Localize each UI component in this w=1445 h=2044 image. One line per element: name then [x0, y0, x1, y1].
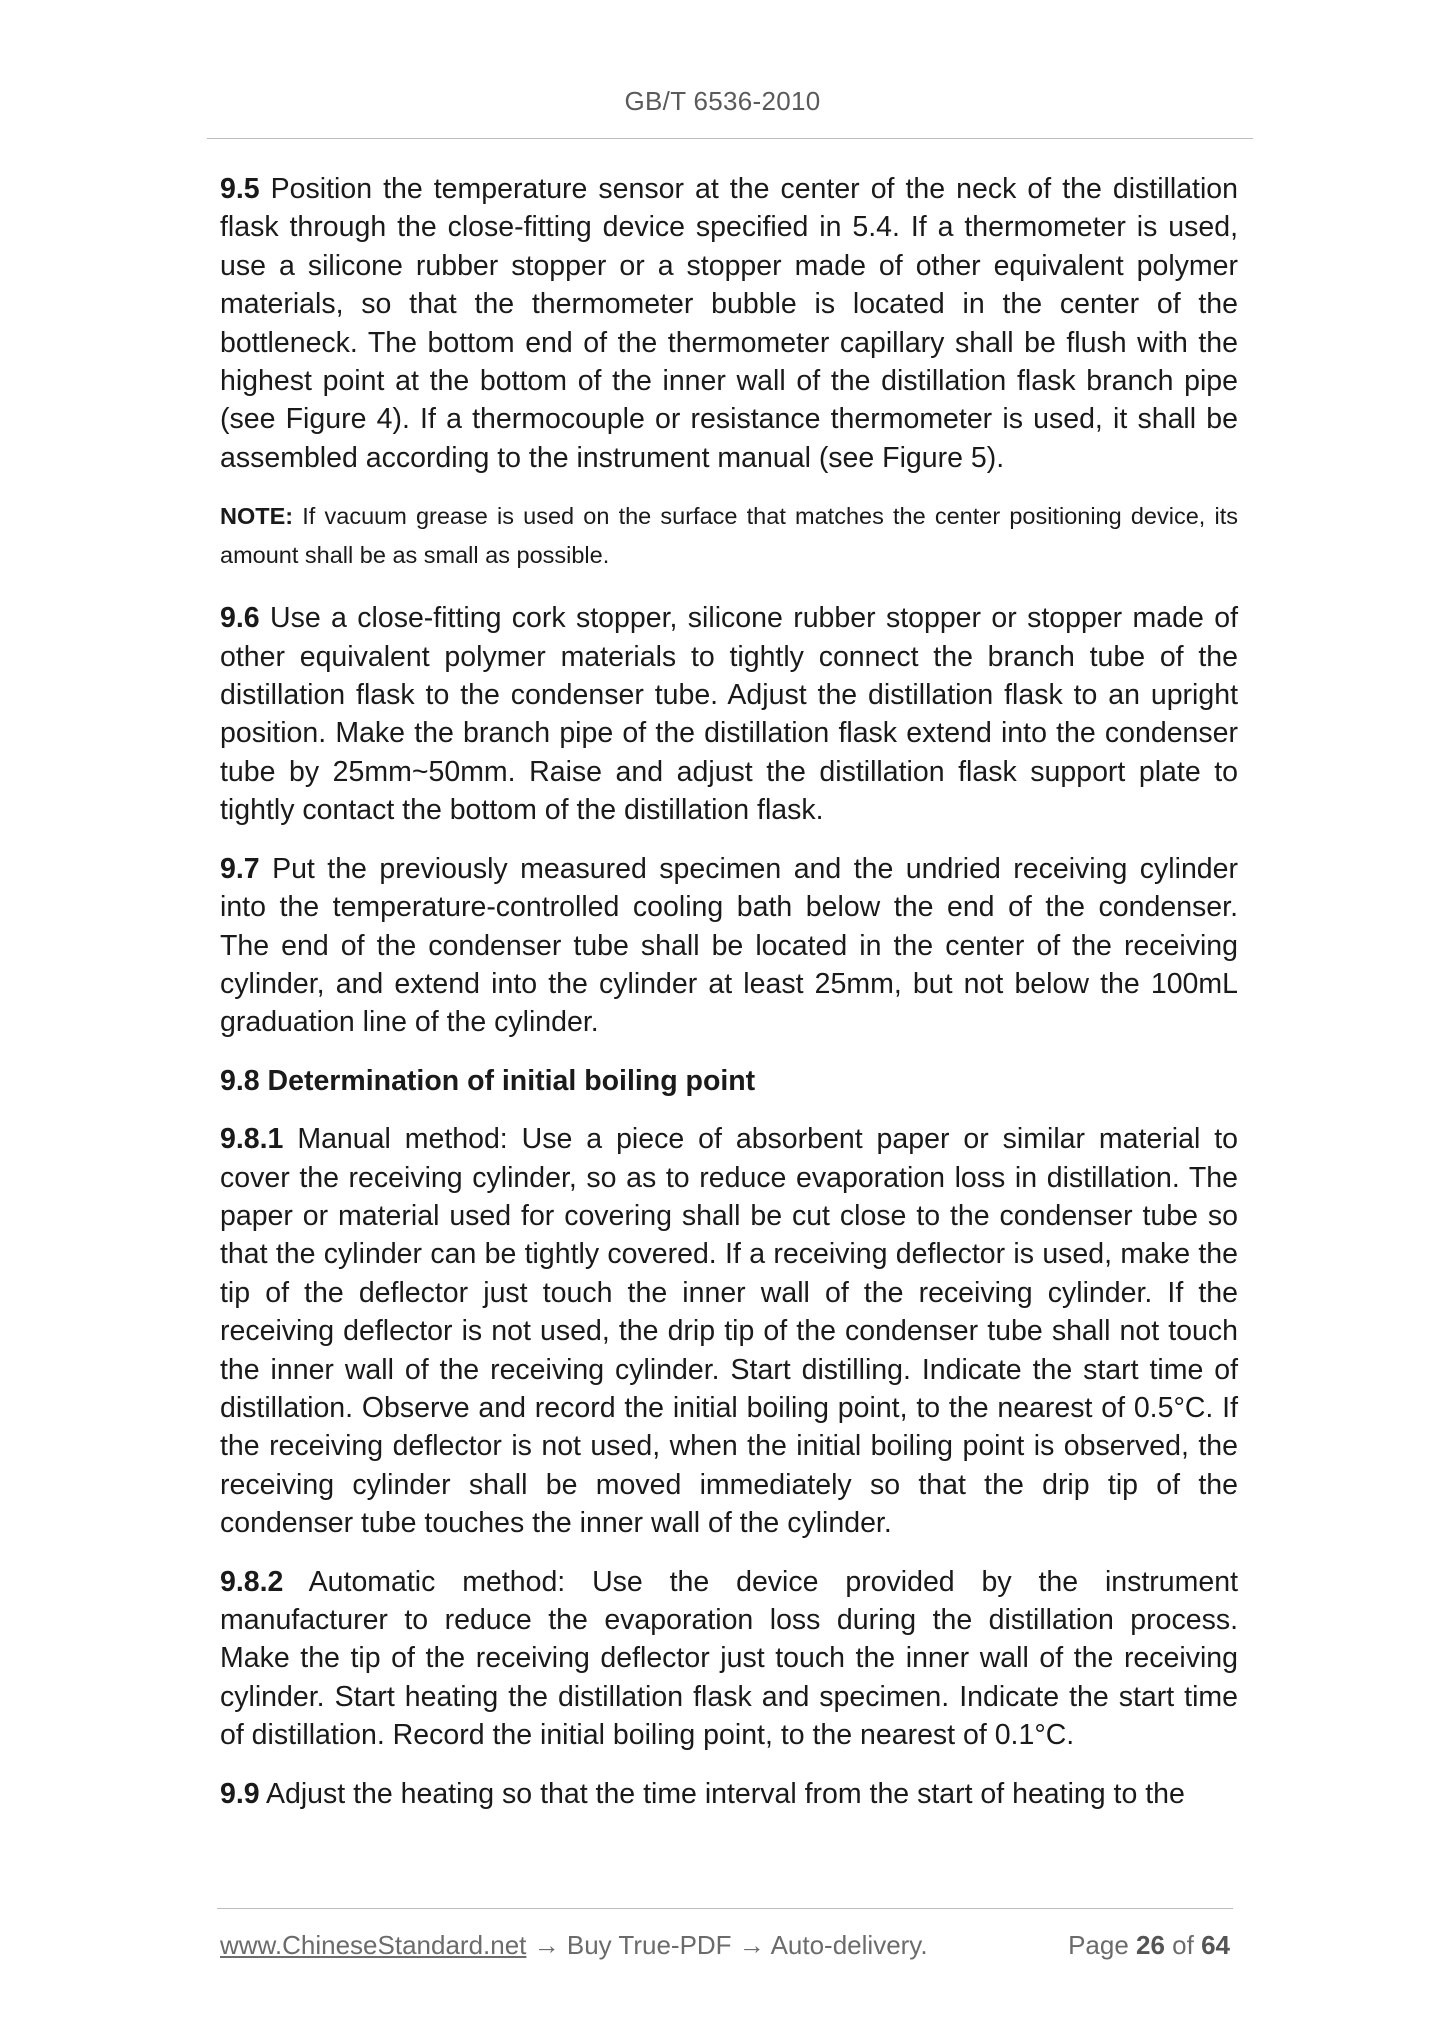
section-text: Use a close-fitting cork stopper, silicone rubber stopper or stopper made of other equivalent polymer materials to tightly connect the branch tube of the distillation flask to the condenser tube. Adjust the distillation flask to an upright position. Make the branch pipe of the distillation flask extend into the condenser tube by 25mm~50mm. Raise and adjust the distillation flask support plate to tightly contact the bottom of the distillation flask. — [220, 602, 1238, 827]
section-number: 9.8.1 — [220, 1123, 284, 1156]
section-number: 9.5 — [220, 173, 260, 205]
note-label: NOTE: — [220, 503, 294, 530]
section-9-5 — [220, 170, 1238, 477]
website-link[interactable]: www.ChineseStandard.net — [220, 1930, 527, 1960]
section-9-8-1 — [220, 1120, 1238, 1542]
section-9-9 — [220, 1775, 1238, 1813]
section-9-8-heading: 9.8 Determination of initial boiling point — [220, 1064, 756, 1097]
footer-promo-text: → Buy True-PDF → Auto-delivery. — [526, 1930, 928, 1960]
note-text: If vacuum grease is used on the surface that matches the center positioning device, its amount shall be as small as possible. — [220, 503, 1238, 569]
section-number: 9.7 — [220, 852, 260, 885]
section-number: 9.9 — [220, 1777, 260, 1810]
section-text: Adjust the heating so that the time interval from the start of heating to the — [259, 1777, 1185, 1810]
header-divider — [207, 138, 1253, 139]
section-9-7 — [220, 850, 1238, 1042]
section-text: Manual method: Use a piece of absorbent paper or similar material to cover the receiving cylinder, so as to reduce evaporation loss in distillation. The paper or material used for covering shall be cut close to the condenser tube so that the cylinder can be tightly covered. If a receiving deflector is used, make the tip of the deflector just touch the inner wall of the receiving cylinder. If the receiving deflector is not used, the drip tip of the condenser tube shall not touch the inner wall of the receiving cylinder. Start distilling. Indicate the start time of distillation. Observe and record the initial boiling point, to the nearest of 0.5°C. If the receiving deflector is not used, when the initial boiling point is observed, the receiving cylinder shall be moved immediately so that the drip tip of the condenser tube touches the inner wall of the cylinder. — [220, 1123, 1238, 1540]
page-label: Page — [1068, 1930, 1137, 1960]
section-9-6 — [220, 599, 1238, 829]
footer-promo — [220, 1930, 928, 1961]
footer-divider — [217, 1908, 1233, 1909]
section-9-8-2 — [220, 1563, 1238, 1755]
document-header-title: GB/T 6536-2010 — [624, 86, 821, 116]
note-paragraph — [220, 497, 1238, 575]
document-body — [220, 170, 1238, 1833]
section-number: 9.6 — [220, 602, 260, 635]
section-text: Position the temperature sensor at the center of the neck of the distillation flask through the close-fitting device specified in 5.4. If a thermometer is used, use a silicone rubber stopper or a stopper made of other equivalent polymer materials, so that the thermometer bubble is located in the center of the bottleneck. The bottom end of the thermometer capillary shall be flush with the highest point at the bottom of the inner wall of the distillation flask branch pipe (see Figure 4). If a thermocouple or resistance thermometer is used, it shall be assembled according to the instrument manual (see Figure 5). — [220, 173, 1238, 474]
section-number: 9.8.2 — [220, 1565, 284, 1598]
section-text: Automatic method: Use the device provided by the instrument manufacturer to reduce the evaporation loss during the distillation process. Make the tip of the receiving deflector just touch the inner wall of the receiving cylinder. Start heating the distillation flask and specimen. Indicate the start time of distillation. Record the initial boiling point, to the nearest of 0.1°C. — [220, 1565, 1238, 1752]
total-pages: 64 — [1201, 1930, 1230, 1960]
page-of-label: of — [1164, 1930, 1202, 1960]
page-number — [1068, 1930, 1230, 1961]
section-text: Put the previously measured specimen and the undried receiving cylinder into the temperature-controlled cooling bath below the end of the condenser. The end of the condenser tube shall be located in the center of the receiving cylinder, and extend into the cylinder at least 25mm, but not below the 100mL graduation line of the cylinder. — [220, 852, 1238, 1039]
current-page: 26 — [1136, 1930, 1165, 1960]
